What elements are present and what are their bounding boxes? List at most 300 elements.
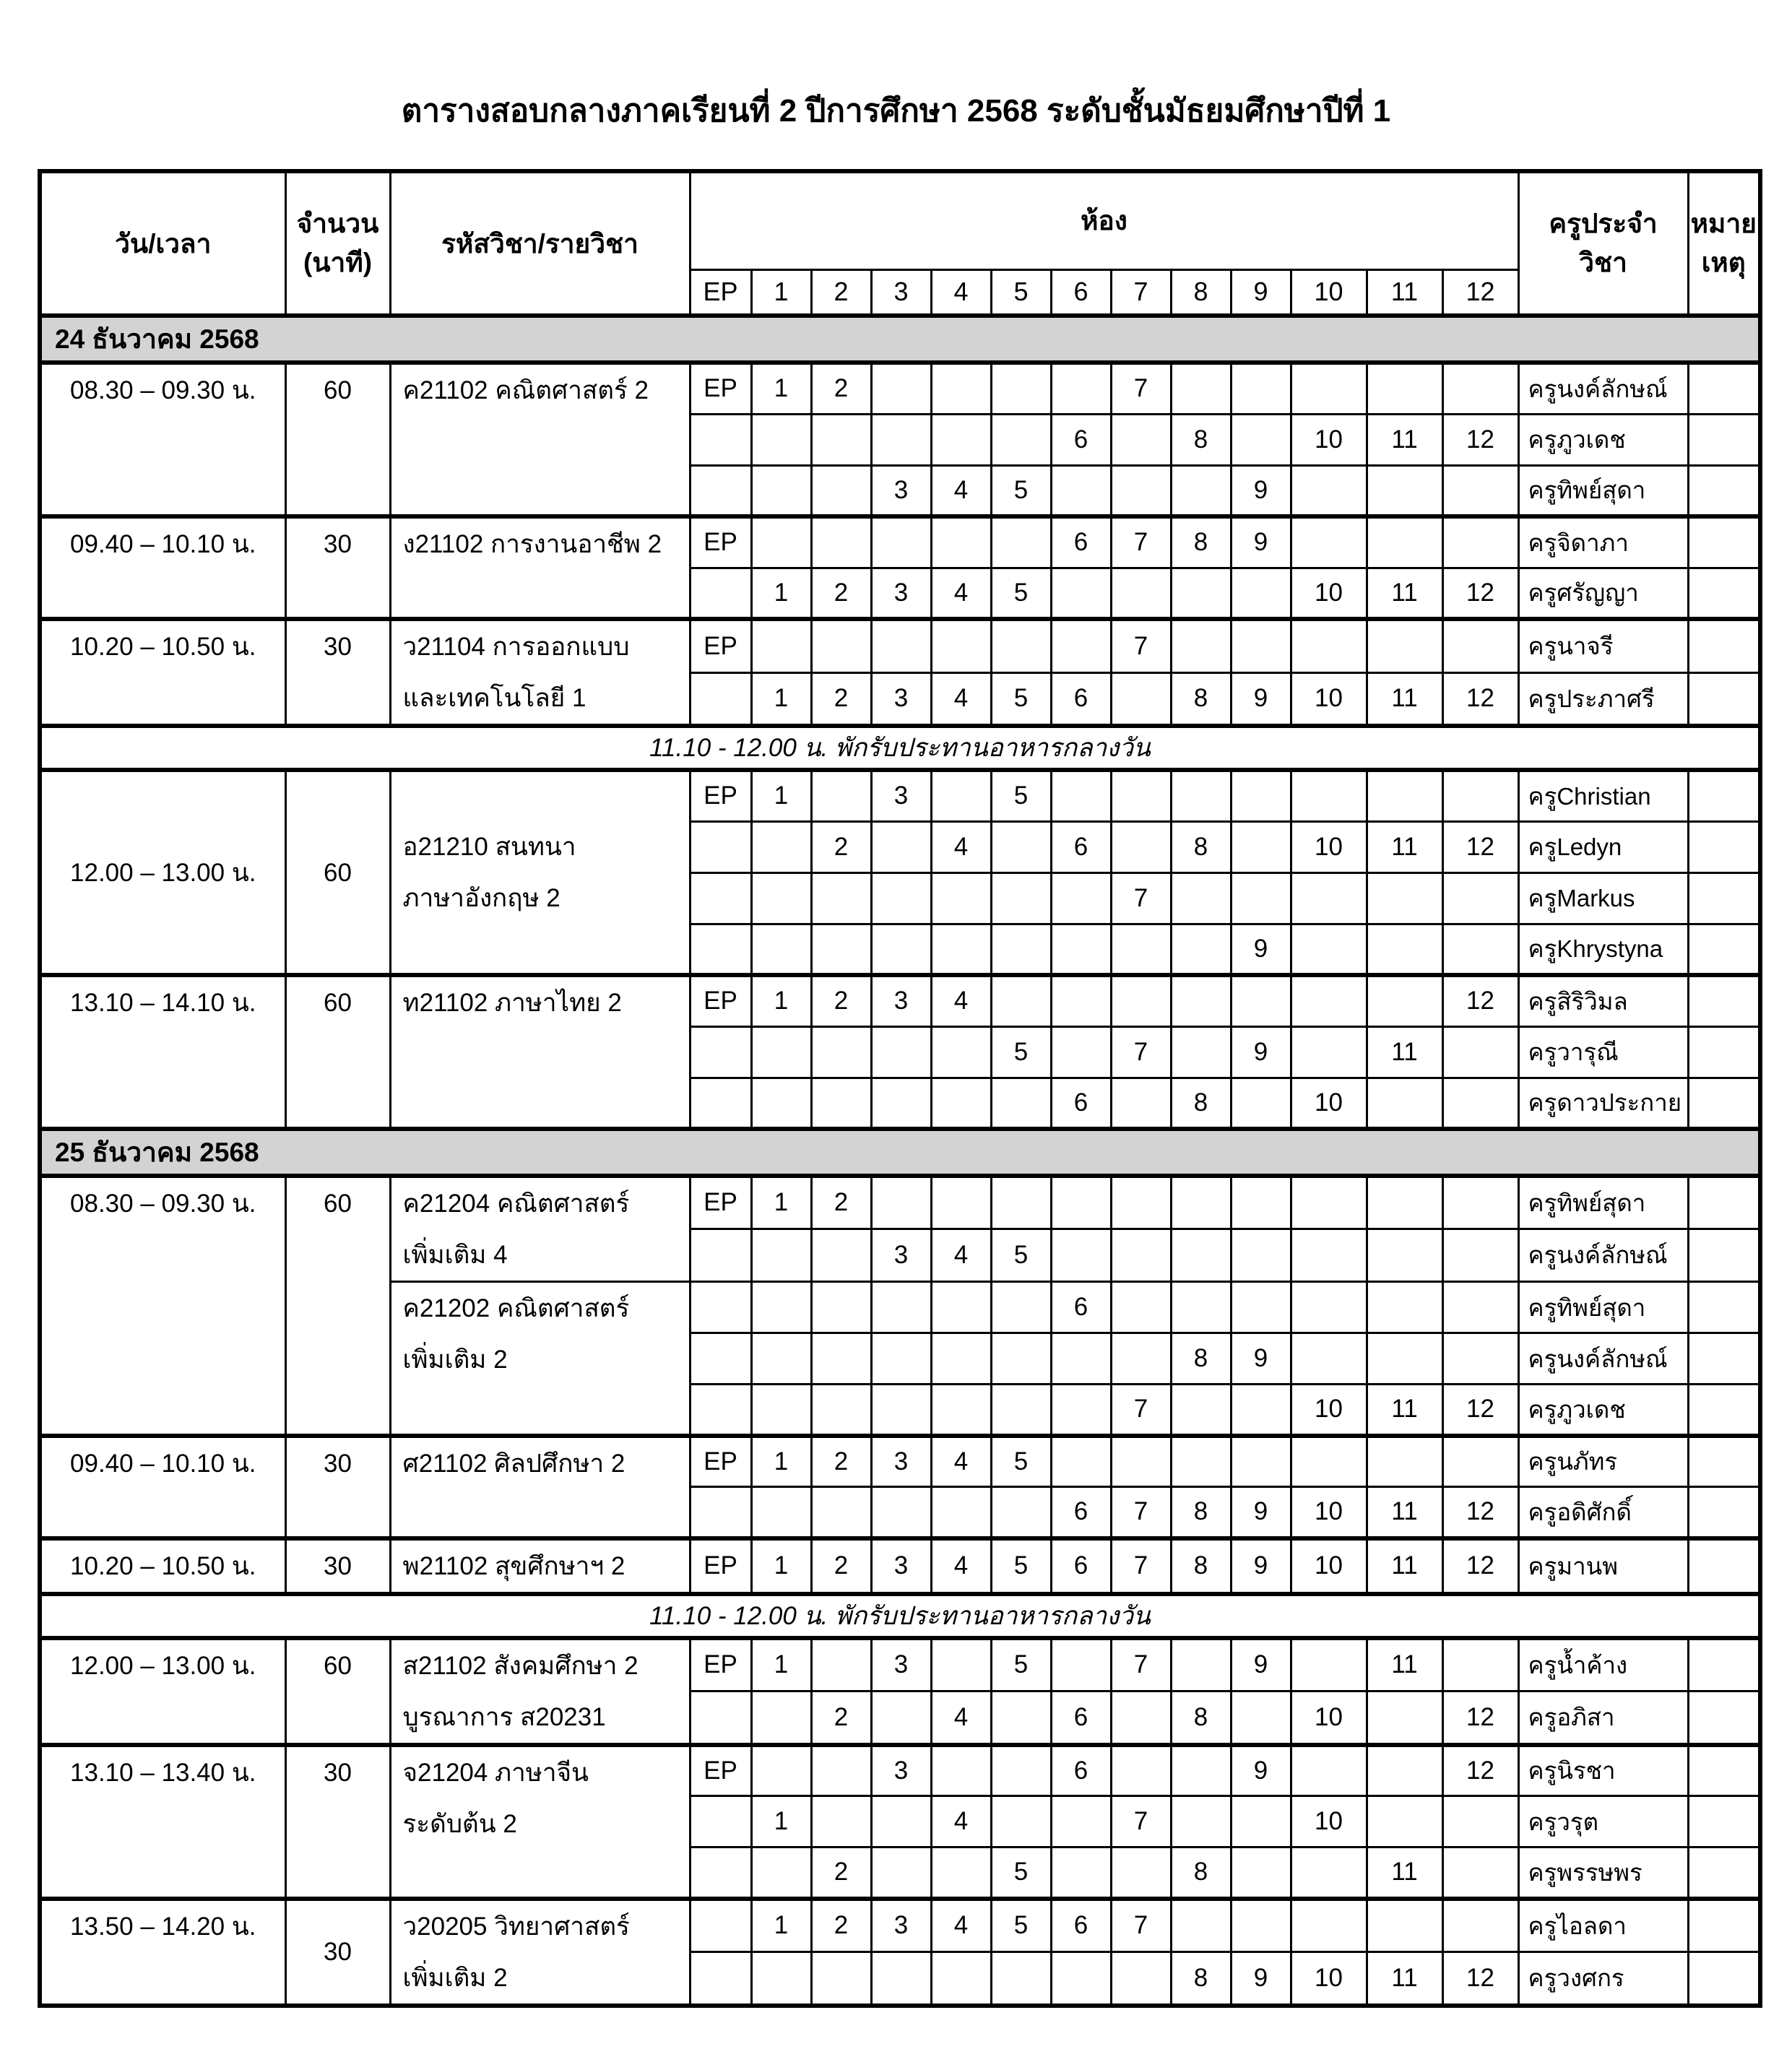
room-cell [1231,975,1291,1026]
room-cell [1291,516,1367,568]
room-cell [871,1176,931,1229]
room-column-header: 4 [931,269,991,316]
room-cell [690,1078,751,1129]
room-cell [931,1487,991,1538]
room-cell: 4 [931,821,991,872]
room-cell: 7 [1111,516,1171,568]
room-cell [1111,465,1171,516]
room-cell [690,1333,751,1385]
room-cell: 3 [871,465,931,516]
room-cell: EP [690,770,751,821]
room-cell: 8 [1171,821,1231,872]
room-cell: 5 [991,1026,1051,1078]
subject-name-line: เพิ่มเติม 2 [402,1346,508,1374]
room-cell [871,924,931,975]
room-cell [1367,924,1442,975]
room-cell [1171,1385,1231,1436]
teacher-name: ครูพรรษพร [1518,1847,1688,1899]
room-cell [991,414,1051,465]
exam-duration [285,363,390,516]
room-cell: 12 [1442,1385,1518,1436]
room-cell [1111,1952,1171,2006]
subject-name [390,1745,690,1899]
subject-name-line: ค21204 คณิตศาสตร์ [402,1190,630,1218]
room-cell: 1 [751,1176,811,1229]
exam-duration-text: 60 [324,858,352,887]
room-cell: 10 [1291,1691,1367,1745]
date-band-row [40,1129,1760,1176]
room-cell [690,1385,751,1436]
subject-name-line: ส21102 สังคมศึกษา 2 [402,1651,639,1680]
room-cell [1171,1638,1231,1691]
teacher-name: ครูทิพย์สุดา [1518,1176,1688,1229]
room-cell: 7 [1111,1796,1171,1847]
exam-duration [285,619,390,726]
teacher-name: ครูสิริวิมล [1518,975,1688,1026]
room-cell: EP [690,1436,751,1487]
room-cell [1111,1333,1171,1385]
room-cell: 12 [1442,1952,1518,2006]
exam-time-text: 08.30 – 09.30 น. [70,376,256,404]
room-cell [690,872,751,924]
room-cell: EP [690,1745,751,1796]
room-cell [690,465,751,516]
teacher-name: ครูภูวเดช [1518,414,1688,465]
room-cell [1171,1899,1231,1952]
room-cell [690,1229,751,1281]
room-cell [690,1899,751,1952]
room-cell: 10 [1291,568,1367,619]
exam-duration-text: 60 [324,989,352,1017]
note-cell [1688,924,1760,975]
room-cell: 6 [1051,414,1111,465]
note-cell [1688,1282,1760,1333]
room-cell [991,1282,1051,1333]
teacher-name: ครูKhrystyna [1518,924,1688,975]
room-cell: 8 [1171,414,1231,465]
room-cell [690,1487,751,1538]
room-cell: 1 [751,1538,811,1594]
room-cell: 11 [1367,1026,1442,1078]
room-cell [931,1638,991,1691]
room-cell: 1 [751,363,811,414]
exam-row [40,1436,1760,1487]
room-cell [931,1952,991,2006]
room-cell: 6 [1051,1745,1111,1796]
room-cell: 11 [1367,1952,1442,2006]
room-cell: 12 [1442,1538,1518,1594]
room-cell [1051,872,1111,924]
exam-time-text: 13.50 – 14.20 น. [70,1912,256,1941]
header-duration [285,171,390,316]
exam-time-text: 13.10 – 14.10 น. [70,989,256,1017]
exam-row [40,975,1760,1026]
room-column-header: 1 [751,269,811,316]
exam-row [40,1638,1760,1691]
exam-duration [285,1176,390,1436]
room-cell: 11 [1367,1487,1442,1538]
header-subject: รหัสวิชา/รายวิชา [390,171,690,316]
room-cell: 9 [1231,1538,1291,1594]
exam-time-text: 13.10 – 13.40 น. [70,1758,256,1787]
room-cell [1051,1796,1111,1847]
teacher-name: ครูทิพย์สุดา [1518,465,1688,516]
room-cell [931,516,991,568]
room-cell: 5 [991,770,1051,821]
room-cell [931,1078,991,1129]
room-cell [1291,1282,1367,1333]
exam-time [40,1436,285,1538]
exam-time-text: 10.20 – 10.50 น. [70,633,256,661]
room-cell [991,872,1051,924]
teacher-name: ครูวงศกร [1518,1952,1688,2006]
room-cell [871,1796,931,1847]
header-note-line1: หมาย [1690,209,1757,239]
room-cell: 10 [1291,1952,1367,2006]
room-cell [1051,1229,1111,1281]
room-cell: 6 [1051,1538,1111,1594]
room-cell: 6 [1051,1691,1111,1745]
exam-row [40,1176,1760,1229]
room-cell [1231,1691,1291,1745]
room-cell [1442,465,1518,516]
room-cell [1367,1078,1442,1129]
room-cell: 8 [1171,1538,1231,1594]
exam-time-text: 09.40 – 10.10 น. [70,530,256,558]
exam-time-text: 12.00 – 13.00 น. [70,1651,256,1680]
room-cell: 10 [1291,414,1367,465]
teacher-name: ครูน้ำค้าง [1518,1638,1688,1691]
room-cell: EP [690,1538,751,1594]
room-cell [931,414,991,465]
room-cell [1291,1638,1367,1691]
room-cell: EP [690,363,751,414]
room-cell [991,1745,1051,1796]
room-cell: 9 [1231,1487,1291,1538]
room-cell: 1 [751,1638,811,1691]
subject-name-line: ท21102 ภาษาไทย 2 [402,989,622,1017]
room-cell [1111,1436,1171,1487]
exam-time [40,1745,285,1899]
note-cell [1688,1796,1760,1847]
exam-time [40,1176,285,1436]
teacher-name: ครูนิรชา [1518,1745,1688,1796]
room-cell: EP [690,619,751,672]
room-cell [931,770,991,821]
room-cell: 1 [751,1899,811,1952]
room-cell [1231,568,1291,619]
room-cell [991,1691,1051,1745]
room-cell [1367,1745,1442,1796]
room-column-header: 12 [1442,269,1518,316]
room-cell: 10 [1291,1487,1367,1538]
room-cell: 7 [1111,1026,1171,1078]
room-cell [1171,975,1231,1026]
room-cell: 4 [931,1538,991,1594]
room-cell: 9 [1231,1026,1291,1078]
room-cell [1111,821,1171,872]
room-cell [1051,1385,1111,1436]
note-cell [1688,770,1760,821]
room-cell [751,1847,811,1899]
room-cell [1111,1176,1171,1229]
room-cell [871,1026,931,1078]
room-cell: 12 [1442,672,1518,726]
room-cell [690,924,751,975]
room-cell [751,1385,811,1436]
room-cell [1367,1333,1442,1385]
subject-name [390,770,690,975]
room-cell: 2 [811,363,871,414]
exam-duration [285,1638,390,1745]
room-cell [811,924,871,975]
room-column-header: 8 [1171,269,1231,316]
room-cell [690,568,751,619]
header-teacher-line1: ครูประจำ [1549,209,1658,239]
header-note-line2: เหตุ [1701,248,1746,277]
room-cell: 12 [1442,1745,1518,1796]
room-cell [1442,516,1518,568]
room-cell [1367,363,1442,414]
room-cell: 4 [931,568,991,619]
note-cell [1688,672,1760,726]
room-cell [1051,924,1111,975]
room-cell [1291,770,1367,821]
note-cell [1688,1952,1760,2006]
room-cell [991,1078,1051,1129]
room-cell: 5 [991,568,1051,619]
header-teacher-line2: วิชา [1579,248,1627,277]
room-cell [991,516,1051,568]
room-cell: 1 [751,1796,811,1847]
teacher-name: ครูChristian [1518,770,1688,821]
lunch-break-row [40,726,1760,770]
room-cell: 1 [751,770,811,821]
room-cell [1231,1078,1291,1129]
room-cell [751,1078,811,1129]
room-cell [1171,770,1231,821]
room-cell: 7 [1111,1638,1171,1691]
room-cell [1291,1176,1367,1229]
exam-time [40,516,285,619]
subject-name-line: ภาษาอังกฤษ 2 [402,884,560,912]
room-cell [1051,1176,1111,1229]
room-cell [931,1333,991,1385]
exam-row [40,619,1760,672]
note-cell [1688,363,1760,414]
subject-name-line: อ21210 สนทนา [402,833,576,861]
note-cell [1688,1691,1760,1745]
header-teacher [1518,171,1688,316]
room-cell [1367,1691,1442,1745]
room-cell: 11 [1367,821,1442,872]
room-cell: 8 [1171,516,1231,568]
note-cell [1688,872,1760,924]
room-cell [751,924,811,975]
room-cell [991,1333,1051,1385]
exam-time-text: 10.20 – 10.50 น. [70,1551,256,1580]
room-cell: 5 [991,672,1051,726]
room-cell [1231,1796,1291,1847]
room-cell [751,821,811,872]
note-cell [1688,619,1760,672]
teacher-name: ครูนงค์ลักษณ์ [1518,363,1688,414]
room-cell [871,1952,931,2006]
subject-name-line: บูรณาการ ส20231 [402,1702,606,1731]
room-cell [1291,975,1367,1026]
room-cell: 8 [1171,1691,1231,1745]
subject-name-line: ง21102 การงานอาชีพ 2 [402,530,662,558]
exam-time [40,1899,285,2006]
note-cell [1688,568,1760,619]
subject-name [390,619,690,726]
room-cell [1051,1333,1111,1385]
teacher-name: ครูภูวเดช [1518,1385,1688,1436]
subject-name-line: และเทคโนโลยี 1 [402,684,586,712]
exam-duration [285,1436,390,1538]
room-cell [1367,1176,1442,1229]
room-cell: 5 [991,465,1051,516]
room-cell [1291,1847,1367,1899]
exam-time [40,770,285,975]
exam-duration-text: 30 [324,1938,352,1966]
note-cell [1688,1638,1760,1691]
note-cell [1688,1333,1760,1385]
room-column-header: 5 [991,269,1051,316]
exam-duration-text: 30 [324,530,352,558]
teacher-name: ครูศรัญญา [1518,568,1688,619]
room-cell [1367,1282,1442,1333]
room-cell [690,672,751,726]
teacher-name: ครูนงค์ลักษณ์ [1518,1333,1688,1385]
room-cell [1367,516,1442,568]
room-cell [931,1847,991,1899]
exam-time [40,1638,285,1745]
exam-row [40,770,1760,821]
teacher-name: ครูนาจรี [1518,619,1688,672]
exam-duration-text: 60 [324,1190,352,1218]
room-cell: EP [690,516,751,568]
room-cell [1442,1282,1518,1333]
room-cell [1111,975,1171,1026]
room-cell [811,465,871,516]
room-cell [1051,363,1111,414]
room-cell: 2 [811,1538,871,1594]
room-cell: 8 [1171,672,1231,726]
exam-schedule-table [38,169,1762,2008]
room-column-header: 11 [1367,269,1442,316]
room-cell [690,1026,751,1078]
room-cell: 4 [931,1691,991,1745]
room-cell [1442,363,1518,414]
room-cell [1367,872,1442,924]
room-cell [931,363,991,414]
room-cell: 12 [1442,1691,1518,1745]
room-cell [931,1385,991,1436]
room-cell: 7 [1111,1385,1171,1436]
room-cell: 11 [1367,1538,1442,1594]
room-cell [1291,924,1367,975]
header-room: ห้อง [690,171,1518,269]
room-cell: 8 [1171,1847,1231,1899]
room-cell: 6 [1051,1282,1111,1333]
lunch-break-text: 11.10 - 12.00 น. พักรับประทานอาหารกลางวัน [40,726,1760,770]
room-cell [1051,770,1111,821]
room-cell [1442,1176,1518,1229]
note-cell [1688,1026,1760,1078]
exam-duration [285,1899,390,2006]
exam-duration-text: 60 [324,376,352,404]
room-cell [1171,1229,1231,1281]
note-cell [1688,465,1760,516]
room-cell [871,1487,931,1538]
room-cell [991,363,1051,414]
note-cell [1688,414,1760,465]
exam-row [40,516,1760,568]
exam-time-text: 08.30 – 09.30 น. [70,1190,256,1218]
room-cell: 4 [931,1796,991,1847]
room-cell [690,1847,751,1899]
teacher-name: ครูดาวประกาย [1518,1078,1688,1129]
room-cell [811,1229,871,1281]
note-cell [1688,1436,1760,1487]
room-cell [1291,1229,1367,1281]
lunch-break-text: 11.10 - 12.00 น. พักรับประทานอาหารกลางวัน [40,1594,1760,1638]
room-cell: 12 [1442,821,1518,872]
room-cell: 2 [811,1176,871,1229]
room-cell [1171,1745,1231,1796]
schedule-body [40,316,1760,2006]
room-cell [751,872,811,924]
room-cell [811,1026,871,1078]
room-cell: 5 [991,1899,1051,1952]
room-cell: 2 [811,1847,871,1899]
room-cell [931,1745,991,1796]
subject-name [390,1176,690,1282]
room-cell [1442,619,1518,672]
subject-name [390,1538,690,1594]
room-cell [1291,363,1367,414]
room-cell [991,821,1051,872]
room-cell [1231,1229,1291,1281]
room-cell: 6 [1051,821,1111,872]
room-cell [811,1385,871,1436]
exam-duration-text: 30 [324,1758,352,1787]
page-title: ตารางสอบกลางภาคเรียนที่ 2 ปีการศึกษา 2568 ระดับชั้นมัธยมศึกษาปีที่ 1 [401,93,1391,129]
room-cell: 12 [1442,568,1518,619]
room-cell [1291,1899,1367,1952]
room-cell [1051,1436,1111,1487]
room-cell: 12 [1442,414,1518,465]
room-cell: 5 [991,1638,1051,1691]
exam-row [40,363,1760,414]
subject-name [390,516,690,619]
room-cell [1171,872,1231,924]
room-cell [991,1796,1051,1847]
subject-name-line: เพิ่มเติม 2 [402,1963,508,1992]
room-cell: 3 [871,672,931,726]
room-cell [811,619,871,672]
room-cell: 11 [1367,414,1442,465]
room-cell [931,872,991,924]
room-cell [1442,1847,1518,1899]
subject-name-line: ว20205 วิทยาศาสตร์ [402,1912,630,1941]
exam-time [40,363,285,516]
room-cell [811,414,871,465]
exam-row [40,1899,1760,1952]
room-cell: 2 [811,1899,871,1952]
room-cell: 4 [931,975,991,1026]
